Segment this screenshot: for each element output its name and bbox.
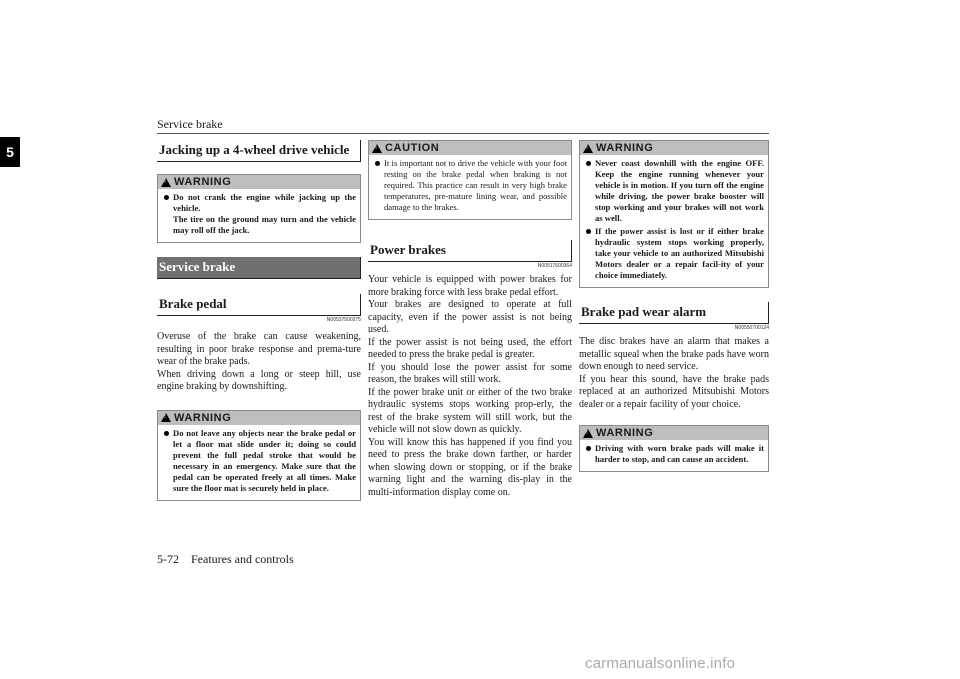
heading-brake-pedal: Brake pedal	[157, 294, 361, 316]
brake-pedal-text: Overuse of the brake can cause weakening, resulting in poor brake response and prema-ture wear of the brake pads. When driving down a long or steep hill, use engine braking by downshifting.	[157, 331, 361, 392]
heading-pad-wear-alarm: Brake pad wear alarm	[579, 302, 769, 324]
warning-header	[158, 411, 360, 425]
doc-code-brake-pedal: N00537500275	[326, 317, 361, 323]
bullet-icon	[586, 446, 591, 451]
column-3	[579, 140, 769, 472]
warning-box-jacking	[157, 174, 361, 243]
warning-item	[584, 226, 764, 281]
column-2	[368, 140, 572, 499]
warning-item	[584, 443, 764, 465]
warning-label: WARNING	[174, 176, 232, 188]
caution-text: It is important not to drive the vehicle with your foot resting on the brake pedal when braking is not required. This practice can result in very high brake temperatures, pre-mature lining wear, and possible damage to the brakes.	[384, 158, 567, 212]
caution-header	[369, 141, 571, 155]
bullet-icon	[375, 161, 380, 166]
warning-triangle-icon	[161, 413, 171, 422]
warning-box-power-brakes	[579, 140, 769, 288]
heading-service-brake: Service brake	[157, 257, 361, 279]
warning-label: WARNING	[174, 411, 232, 424]
heading-power-brakes: Power brakes	[368, 240, 572, 262]
warning-box-pads	[579, 425, 769, 472]
page-number: 5-72	[157, 552, 179, 566]
warning-text: Driving with worn brake pads will make it harder to stop, and can cause an accident.	[595, 443, 764, 464]
page-footer	[157, 552, 294, 567]
warning-item	[584, 158, 764, 224]
warning-triangle-icon	[583, 144, 593, 153]
caution-item	[373, 158, 567, 213]
warning-header	[580, 426, 768, 440]
warning-box-pedal	[157, 410, 361, 501]
warning-text: Do not leave any objects near the brake pedal or let a floor mat slide under it; doing so could prevent the full pedal stroke that would be necessary in an emergency. Make sure that the pedal can be operated freely at all times. Make sure the floor mat is securely held in place.	[173, 427, 356, 493]
heading-jacking: Jacking up a 4-wheel drive vehicle	[157, 140, 361, 162]
pad-alarm-text: The disc brakes have an alarm that makes a metallic squeal when the brake pads have worn down enough to need service. If you hear this sound, have the brake pads replaced at an authorized Mitsubishi Motors dealer or a repair facility of your choice.	[579, 336, 769, 410]
warning-text: Never coast downhill with the engine OFF. Keep the engine running whenever your vehicle is in motion. If you turn off the engine while driving, the power brake booster will stop working and your brakes will not work as well.	[595, 158, 764, 223]
caution-triangle-icon	[372, 144, 382, 153]
page-header-title: Service brake	[157, 117, 223, 131]
bullet-icon	[164, 195, 169, 200]
warning-item	[162, 192, 356, 236]
caution-label: CAUTION	[385, 142, 440, 154]
warning-triangle-icon	[161, 178, 171, 187]
doc-code: N00550700124	[734, 325, 769, 331]
chapter-tab: 5	[0, 137, 20, 167]
bullet-icon	[586, 229, 591, 234]
warning-header	[580, 141, 768, 155]
warning-text: If the power assist is lost or if either brake hydraulic system stops working properly, take your vehicle to an authorized Mitsubishi Motors dealer or a repair facil-ity of your choice immediately.	[595, 226, 764, 280]
warning-label: WARNING	[596, 142, 654, 154]
warning-header	[158, 175, 360, 189]
bullet-icon	[164, 431, 169, 436]
warning-triangle-icon	[583, 429, 593, 438]
watermark: carmanualsonline.info	[585, 655, 736, 672]
footer-section: Features and controls	[191, 552, 294, 566]
warning-text: Do not crank the engine while jacking up the vehicle. The tire on the ground may turn and the vehicle may roll off the jack.	[173, 192, 356, 235]
warning-item	[162, 428, 356, 494]
bullet-icon	[586, 161, 591, 166]
doc-code: N00517600364	[537, 263, 572, 269]
power-brakes-text: Your vehicle is equipped with power brakes for more braking force with less brake pedal effort. Your brakes are designed to operate at full capacity, even if the power assist is not being used. If the power assist is not being used, the effort needed to press the brake pedal is greater. If you should lose the power assist for some reason, the brakes will still work. If the power brake unit or either of the two brake hydraulic systems stops working prop-erly, the rest of the brake system will still work, but the vehicle will not slow down as quickly. You will know this has happened if you find you need to press the brake down farther, or harder when slowing down or stopping, or if the brake warning light and the warning dis-play in the multi-information display come on.	[368, 274, 572, 498]
warning-label: WARNING	[596, 427, 654, 439]
caution-box	[368, 140, 572, 220]
header-rule	[157, 133, 769, 134]
column-1	[157, 140, 361, 501]
